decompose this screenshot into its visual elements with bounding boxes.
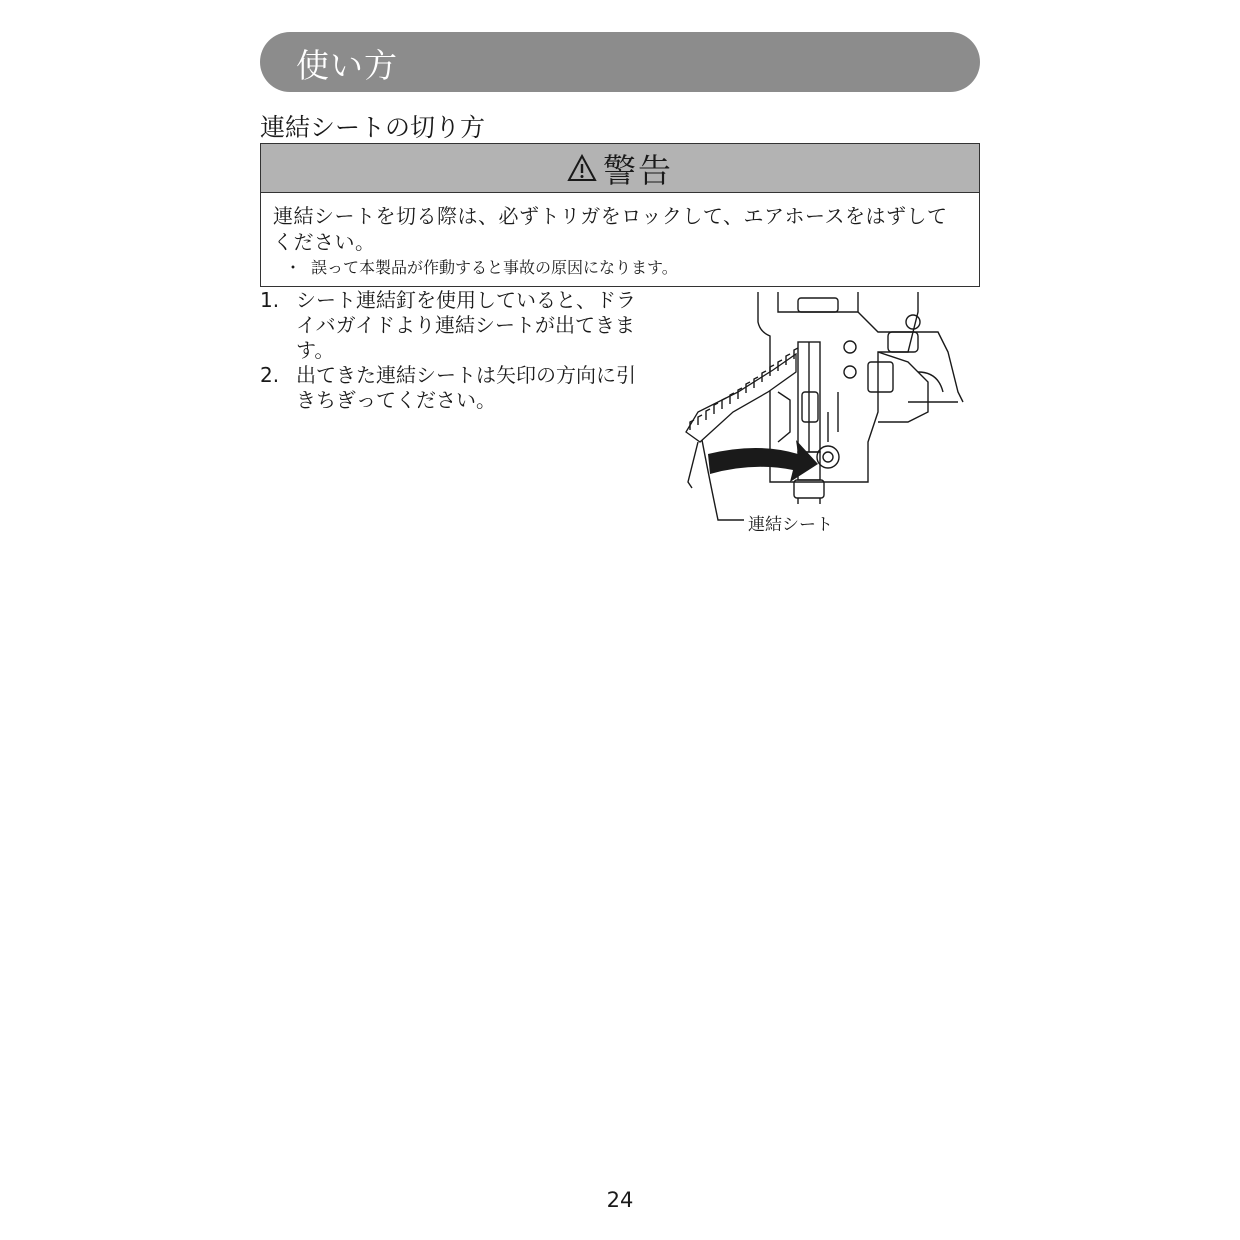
steps-list xyxy=(260,288,660,413)
step-number: 1. xyxy=(260,288,280,312)
warning-box xyxy=(260,143,980,287)
callout-label: 連結シート xyxy=(748,515,833,535)
warning-header xyxy=(261,144,979,193)
warning-triangle-icon xyxy=(567,154,597,182)
list-item xyxy=(260,363,660,413)
warning-note xyxy=(285,258,967,278)
chapter-title: 使い方 xyxy=(296,46,398,85)
page-number: 24 xyxy=(606,1188,634,1212)
list-item xyxy=(260,288,660,363)
nailer-illustration xyxy=(678,292,968,540)
section-heading: 連結シートの切り方 xyxy=(260,113,486,142)
chapter-header xyxy=(260,32,980,92)
warning-title: 警告 xyxy=(603,150,673,190)
warning-text: 連結シートを切る際は、必ずトリガをロックして、エアホースをはずしてください。 xyxy=(273,204,948,254)
note-bullet: ・ xyxy=(285,258,302,277)
note-text: 誤って本製品が作動すると事故の原因になります。 xyxy=(311,258,678,277)
warning-body xyxy=(261,193,979,278)
step-text: 出てきた連結シートは矢印の方向に引きちぎってください。 xyxy=(296,363,636,412)
step-number: 2. xyxy=(260,363,280,387)
step-text: シート連結釘を使用していると、ドライバガイドより連結シートが出てきます。 xyxy=(296,288,636,362)
